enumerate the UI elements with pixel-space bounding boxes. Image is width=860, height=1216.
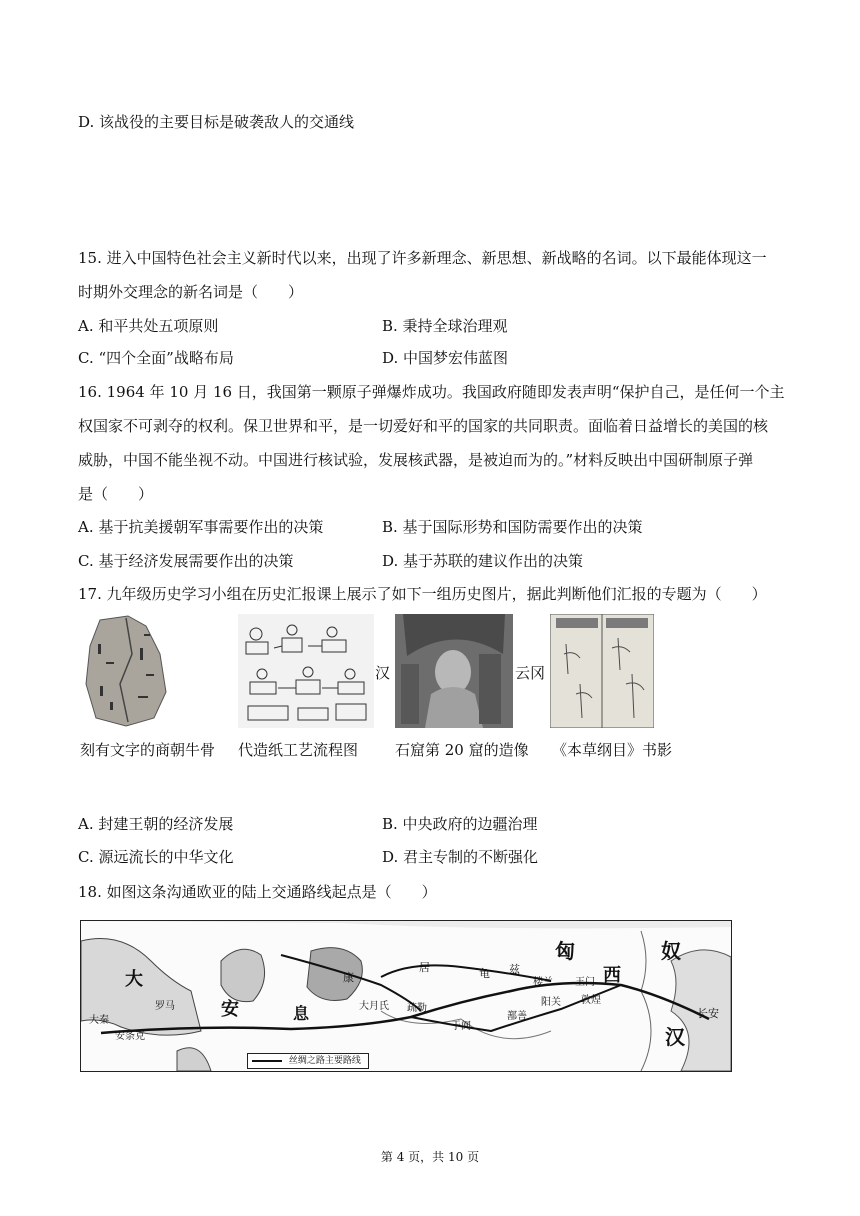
q15-stem-line1: 15. 进入中国特色社会主义新时代以来，出现了许多新理念、新思想、新战略的名词。以下最能体现这一 — [78, 249, 767, 267]
map-label-dayuezhi: 大月氏 — [359, 1001, 389, 1012]
q16-option-c: C. 基于经济发展需要作出的决策 — [78, 552, 294, 570]
q15-option-b: B. 秉持全球治理观 — [382, 317, 508, 335]
q17-option-a: A. 封建王朝的经济发展 — [78, 815, 234, 833]
q17-option-d: D. 君主专制的不断强化 — [382, 848, 539, 866]
q17-caption-2: 代造纸工艺流程图 — [238, 741, 359, 759]
q18-stem-line1: 18. 如图这条沟通欧亚的陆上交通路线起点是（ ） — [78, 883, 437, 901]
map-label-xi: 西 — [603, 965, 621, 986]
papermaking-process-image — [238, 614, 374, 728]
page-footer: 第 4 页，共 10 页 — [380, 1150, 480, 1164]
map-label-yumen: 玉门 — [575, 977, 595, 988]
q15-option-c: C. “四个全面”战略布局 — [78, 349, 234, 367]
map-label-ci: 兹 — [509, 963, 520, 976]
map-label-antiaoke: 安条克 — [115, 1031, 145, 1042]
silk-road-map — [80, 920, 732, 1072]
q16-option-a: A. 基于抗美援朝军事需要作出的决策 — [78, 518, 324, 536]
map-label-qiu: 龟 — [479, 967, 490, 980]
q15-stem-line2: 时期外交理念的新名词是（ ） — [78, 283, 304, 301]
q17-caption-4: 《本草纲目》书影 — [552, 741, 673, 759]
map-label-han: 汉 — [665, 1025, 685, 1049]
map-label-luoma: 罗马 — [155, 1001, 175, 1012]
bencao-gangmu-image — [550, 614, 654, 728]
q16-stem-line3: 威胁，中国不能坐视不动。中国进行核试验，发展核武器，是被迫而为的。”材料反映出中国研制原子弹 — [78, 451, 754, 469]
q16-stem-line4: 是（ ） — [78, 485, 154, 503]
q17-option-b: B. 中央政府的边疆治理 — [382, 815, 538, 833]
map-base-drawing — [81, 921, 731, 1071]
q17-stem-line1: 17. 九年级历史学习小组在历史汇报课上展示了如下一组历史图片，据此判断他们汇报的专题为（ ） — [78, 585, 767, 603]
map-label-changan: 长安 — [697, 1007, 719, 1020]
map-legend-text: 丝绸之路主要路线 — [288, 1056, 361, 1066]
q16-option-d: D. 基于苏联的建议作出的决策 — [382, 552, 584, 570]
q15-option-a: A. 和平共处五项原则 — [78, 317, 219, 335]
map-label-xi-parthia: 息 — [293, 1004, 310, 1023]
q16-stem-line2: 权国家不可剥夺的权利。保卫世界和平，是一切爱好和平的国家的共同职责。面临着日益增长的美国的核 — [78, 417, 769, 435]
oracle-bone-image — [80, 614, 172, 728]
legend-line-swatch — [252, 1060, 282, 1062]
q14-option-d: D. 该战役的主要目标是破袭敌人的交通线 — [78, 113, 355, 131]
map-label-da: 大 — [125, 969, 143, 990]
yungang-grotto-image — [395, 614, 513, 728]
q16-stem-line1: 16. 1964 年 10 月 16 日，我国第一颗原子弹爆炸成功。我国政府随即发表声明“保护自己，是任何一个主 — [78, 383, 785, 401]
q17-option-c: C. 源远流长的中华文化 — [78, 848, 234, 866]
map-label-an: 安 — [221, 999, 239, 1020]
q15-option-d: D. 中国梦宏伟蓝图 — [382, 349, 509, 367]
map-label-ju: 居 — [419, 961, 430, 974]
q17-caption-3: 石窟第 20 窟的造像 — [395, 741, 529, 759]
map-legend — [247, 1053, 369, 1069]
map-label-loulan: 楼兰 — [533, 977, 553, 988]
map-label-shule: 疏勒 — [407, 1003, 427, 1014]
map-label-xiong: 匈 — [555, 939, 575, 963]
q17-side-label-yungang: 云冈 — [515, 664, 546, 682]
map-label-shanshan: 鄯善 — [507, 1011, 527, 1022]
q17-caption-1: 刻有文字的商朝牛骨 — [80, 741, 216, 759]
map-label-dunhuang: 敦煌 — [581, 995, 601, 1006]
q17-side-label-han: 汉 — [375, 664, 391, 682]
map-label-daqin: 大秦 — [89, 1015, 109, 1026]
map-label-yutian: 于阗 — [451, 1021, 471, 1032]
q16-option-b: B. 基于国际形势和国防需要作出的决策 — [382, 518, 643, 536]
map-label-nu: 奴 — [661, 939, 681, 963]
map-label-yangguan: 阳关 — [541, 997, 561, 1008]
map-label-kang: 康 — [343, 971, 354, 984]
